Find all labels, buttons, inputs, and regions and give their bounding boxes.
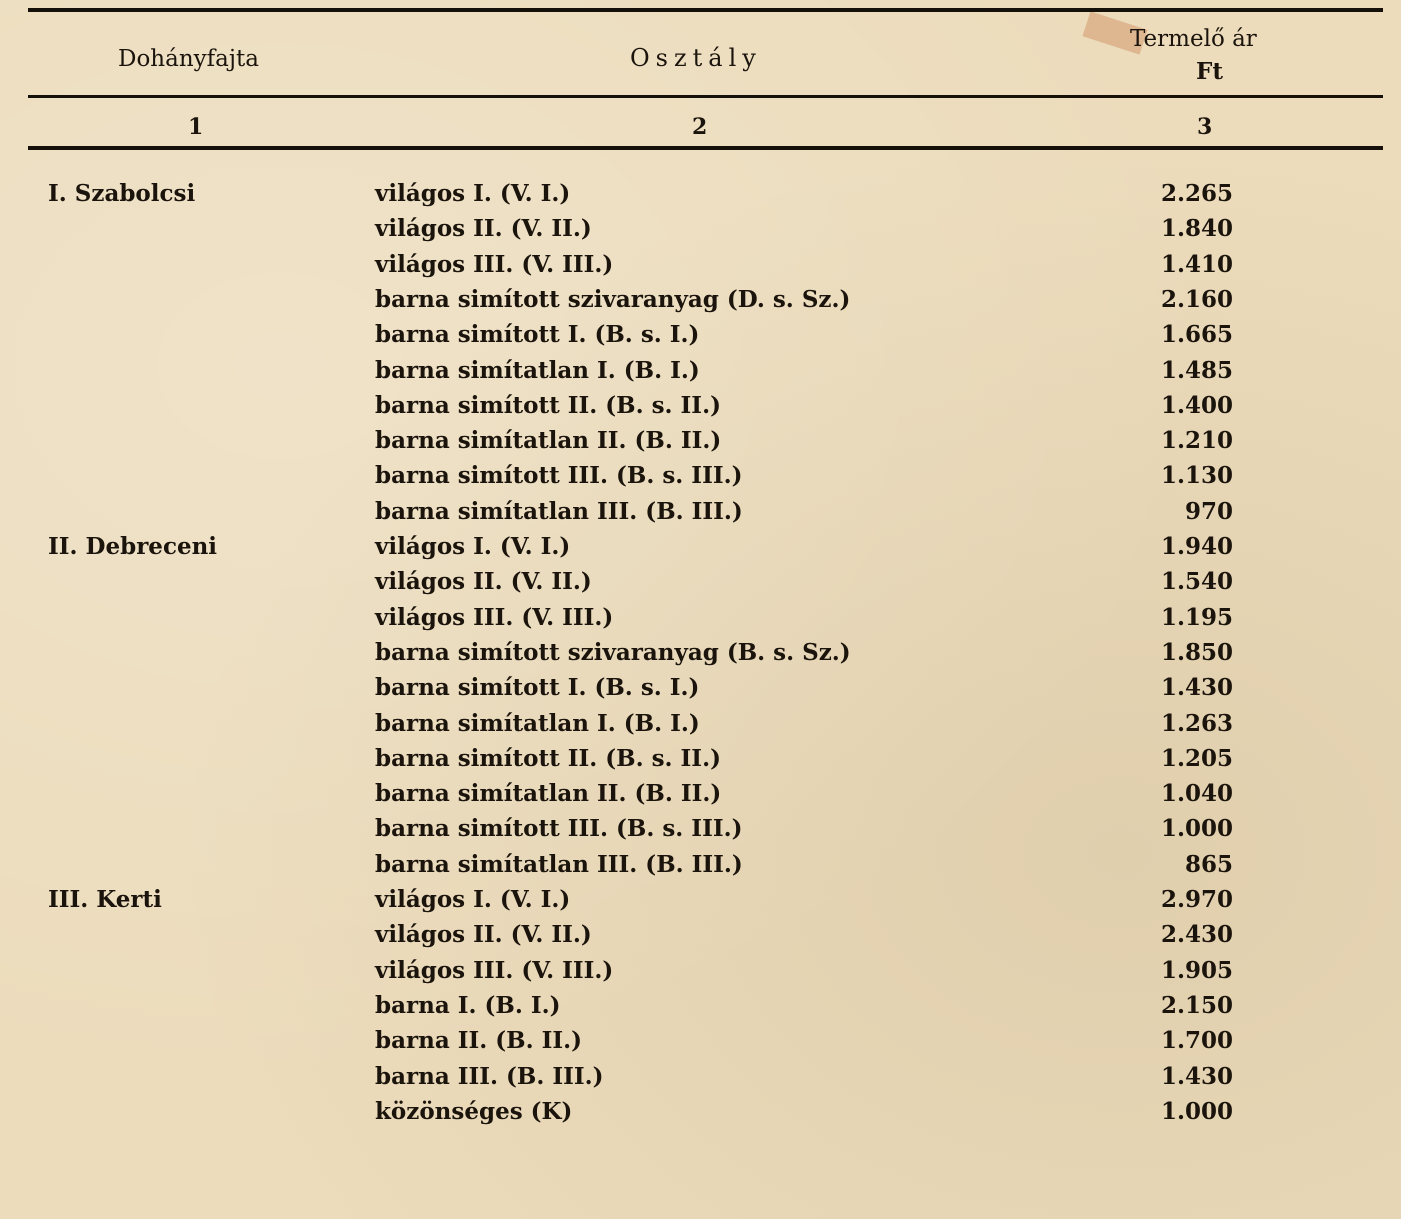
table-row — [0, 533, 1401, 567]
table-row — [0, 1063, 1401, 1097]
column-number-rule — [28, 146, 1383, 150]
table-row — [0, 321, 1401, 355]
price-cell: 1.485 — [1160, 356, 1233, 384]
class-cell: barna simított szivaranyag (B. s. Sz.) — [375, 638, 851, 666]
class-cell: barna simítatlan III. (B. III.) — [375, 497, 743, 525]
class-cell: világos I. (V. I.) — [375, 180, 571, 207]
class-cell: barna simított II. (B. s. II.) — [375, 744, 721, 772]
class-cell: barna simított I. (B. s. I.) — [375, 321, 700, 349]
price-cell: 1.210 — [1160, 427, 1233, 455]
class-cell: barna simított III. (B. s. III.) — [375, 462, 743, 490]
class-cell: barna simítatlan I. (B. I.) — [375, 356, 700, 384]
table-row — [0, 957, 1401, 991]
tobacco-type-cell: III. Kerti — [48, 886, 162, 913]
header-class: Osztály — [630, 44, 762, 72]
table-row — [0, 745, 1401, 779]
class-cell: barna simított szivaranyag (D. s. Sz.) — [375, 285, 851, 313]
price-cell: 970 — [1184, 497, 1233, 525]
table-row — [0, 251, 1401, 285]
class-cell: barna III. (B. III.) — [375, 1062, 604, 1090]
header-rule — [28, 95, 1383, 98]
price-cell: 1.665 — [1160, 321, 1233, 349]
table-row — [0, 674, 1401, 708]
price-cell: 2.430 — [1160, 921, 1233, 949]
class-cell: barna I. (B. I.) — [375, 991, 561, 1019]
table-row — [0, 710, 1401, 744]
class-cell: barna simítatlan I. (B. I.) — [375, 709, 700, 737]
table-row — [0, 780, 1401, 814]
table-row — [0, 886, 1401, 920]
class-cell: világos III. (V. III.) — [375, 956, 614, 984]
class-cell: világos I. (V. I.) — [375, 886, 571, 913]
price-cell: 1.840 — [1160, 215, 1233, 243]
price-cell: 1.410 — [1160, 250, 1233, 278]
price-cell: 1.540 — [1160, 568, 1233, 596]
price-cell: 2.160 — [1160, 285, 1233, 313]
class-cell: világos II. (V. II.) — [375, 568, 592, 596]
class-cell: barna simított I. (B. s. I.) — [375, 674, 700, 702]
class-cell: barna simított II. (B. s. II.) — [375, 391, 721, 419]
price-cell: 1.905 — [1160, 956, 1233, 984]
table-row — [0, 815, 1401, 849]
class-cell: világos I. (V. I.) — [375, 533, 571, 560]
table-row — [0, 568, 1401, 602]
class-cell: világos III. (V. III.) — [375, 250, 614, 278]
table-row — [0, 604, 1401, 638]
price-cell: 1.130 — [1160, 462, 1233, 490]
table-row — [0, 392, 1401, 426]
price-cell: 1.000 — [1160, 815, 1233, 843]
class-cell: barna II. (B. II.) — [375, 1027, 583, 1055]
price-cell: 865 — [1184, 850, 1233, 878]
table-row — [0, 1098, 1401, 1132]
column-number-1: 1 — [188, 114, 204, 140]
column-number-2: 2 — [692, 114, 708, 140]
price-cell: 1.195 — [1160, 603, 1233, 631]
table-row — [0, 851, 1401, 885]
column-number-3: 3 — [1197, 114, 1213, 140]
price-cell: 1.700 — [1160, 1027, 1233, 1055]
class-cell: világos II. (V. II.) — [375, 215, 592, 243]
price-cell: 1.400 — [1160, 391, 1233, 419]
price-cell: 1.430 — [1160, 1062, 1233, 1090]
tobacco-type-cell: I. Szabolcsi — [48, 180, 196, 207]
price-cell: 1.000 — [1160, 1097, 1233, 1125]
header-tobacco-type: Dohányfajta — [118, 46, 259, 72]
top-rule — [28, 8, 1383, 12]
class-cell: világos II. (V. II.) — [375, 921, 592, 949]
table-row — [0, 215, 1401, 249]
header-producer-price: Termelő ár — [1130, 26, 1257, 52]
price-cell: 2.150 — [1160, 991, 1233, 1019]
class-cell: közönséges (K) — [375, 1097, 573, 1125]
table-row — [0, 357, 1401, 391]
price-cell: 1.263 — [1160, 709, 1233, 737]
tobacco-type-cell: II. Debreceni — [48, 533, 218, 560]
class-cell: barna simítatlan II. (B. II.) — [375, 427, 722, 455]
header-currency: Ft — [1196, 58, 1223, 85]
table-row — [0, 180, 1401, 214]
price-cell: 1.205 — [1160, 744, 1233, 772]
price-cell: 2.265 — [1160, 180, 1233, 207]
price-cell: 1.850 — [1160, 638, 1233, 666]
price-cell: 1.940 — [1160, 533, 1233, 560]
class-cell: világos III. (V. III.) — [375, 603, 614, 631]
table-row — [0, 992, 1401, 1026]
table-row — [0, 1027, 1401, 1061]
price-cell: 1.040 — [1160, 780, 1233, 808]
class-cell: barna simítatlan II. (B. II.) — [375, 780, 722, 808]
table-row — [0, 921, 1401, 955]
table-row — [0, 498, 1401, 532]
table-row — [0, 286, 1401, 320]
price-cell: 2.970 — [1160, 886, 1233, 913]
table-row — [0, 427, 1401, 461]
class-cell: barna simítatlan III. (B. III.) — [375, 850, 743, 878]
table-row — [0, 639, 1401, 673]
class-cell: barna simított III. (B. s. III.) — [375, 815, 743, 843]
price-cell: 1.430 — [1160, 674, 1233, 702]
table-row — [0, 462, 1401, 496]
